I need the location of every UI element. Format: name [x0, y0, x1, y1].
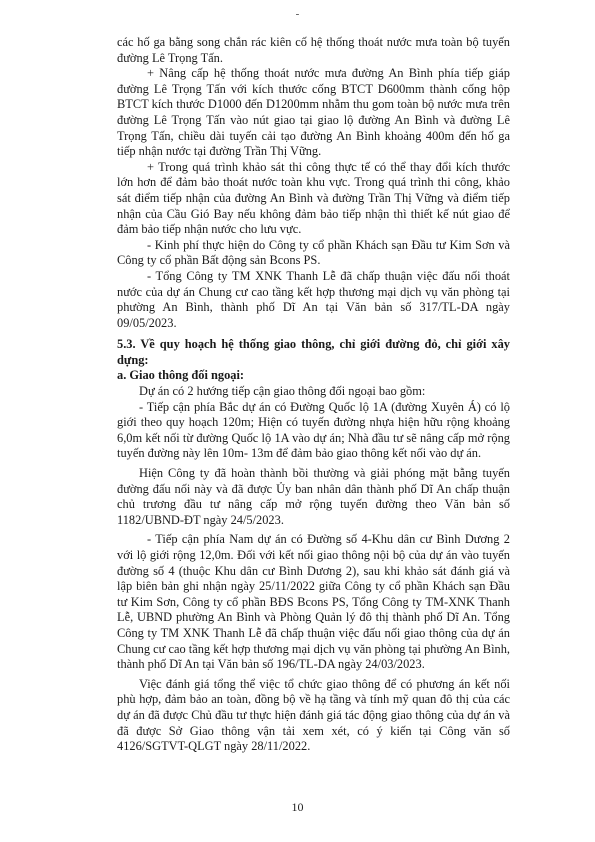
page-number: 10	[291, 800, 304, 814]
paragraph-compensation: Hiện Công ty đã hoàn thành bồi thường và giải phóng mặt bằng tuyến đường đấu nối này và đã được Ủy ban nhân dân thành phố Dĩ An chấp thuận chủ trương đầu tư nâng cấp mở rộng tuyến đường theo Văn bản số 1182/UBND-ĐT ngày 24/5/2023.	[117, 466, 510, 527]
paragraph-drainage-upgrade: + Nâng cấp hệ thống thoát nước mưa đường An Bình phía tiếp giáp đường Lê Trọng Tấn với kích thước cống BTCT D600mm thành cống hộp BTCT kích thước D1000 đến D1200mm nhằm thu gom toàn bộ nước mưa trên đường Lê Trọng Tấn vào nút giao tại giao lộ đường An Bình và đường Lê Trọng Tấn, chiều dài tuyến cải tạo đường An Bình khoảng 400m đến hố ga tiếp nhận nước tại đường Trần Thị Vững.	[117, 66, 510, 159]
sub-heading: a. Giao thông đối ngoại:	[117, 368, 245, 383]
paragraph-continuation: các hố ga bằng song chắn rác kiên cố hệ thống thoát nước mưa toàn bộ tuyến đường Lê Trọng Tấn.	[117, 35, 510, 65]
paragraph-traffic-assessment: Việc đánh giá tổng thể việc tổ chức giao thông để có phương án kết nối phù hợp, đảm bảo an toàn, đồng bộ về hạ tầng và tính mỹ quan đô thị của các dự án đã được Chủ đầu tư thực hiện đánh giá tác động giao thông của dự án và đã được Sở Giao thông vận tải xem xét, có ý kiến tại Công văn số 4126/SGTVT-QLGT ngày 28/11/2022.	[117, 676, 510, 754]
paragraph-survey-adjustment: + Trong quá trình khảo sát thi công thực tế có thể thay đổi kích thước lớn hơn để đảm bảo thoát nước toàn khu vực. Trong quá trình thi công, khảo sát điểm tiếp nhận của đường An Bình và đường Trần Thị Vững và điểm tiếp nhận của Cầu Gió Bay nếu không đảm bảo tiếp nhận thì thiết kế nút giao để đảm bảo tiếp nhận nước cho lưu vực.	[117, 159, 510, 237]
page-top-mark: -	[295, 8, 300, 20]
paragraph-drainage-approval: - Tổng Công ty TM XNK Thanh Lễ đã chấp thuận việc đấu nối thoát nước của dự án Chung cư cao tầng kết hợp thương mại dịch vụ văn phòng tại phường An Bình, thành phố Dĩ An tại Văn bản số 317/TL-DA ngày 09/05/2023.	[117, 268, 510, 330]
paragraph-north-access: - Tiếp cận phía Bắc dự án có Đường Quốc lộ 1A (đường Xuyên Á) có lộ giới theo quy hoạch 120m; Hiện có tuyến đường nhựa hiện hữu rộng khoảng 6,0m kết nối từ đường Quốc lộ 1A vào dự án; Nhà đầu tư sẽ nâng cấp mở rộng tuyến đường này lên 10m- 13m để đảm bảo giao thông kết nối vào dự án.	[117, 399, 510, 461]
document-body	[117, 35, 510, 755]
paragraph-south-access: - Tiếp cận phía Nam dự án có Đường số 4-Khu dân cư Bình Dương 2 với lộ giới rộng 12,0m. Đối với kết nối giao thông nội bộ của dự án vào tuyến đường số 4 (thuộc Khu dân cư Bình Dương 2), sau khi khảo sát đánh giá và lập biên bản ghi nhận ngày 25/11/2022 giữa Công ty cổ phần Khách sạn Đầu tư Kim Sơn, Công ty cổ phần BĐS Bcons PS, Tổng Công ty TM-XNK Thanh Lễ, UBND phường An Bình và Phòng Quản lý đô thị thành phố Dĩ An. Tổng Công ty TM XNK Thanh Lễ đã chấp thuận việc đấu nối giao thông của dự án Chung cư cao tầng kết hợp thương mại dịch vụ văn phòng tại phường An Bình, thành phố Dĩ An tại Văn bản số 196/TL-DA ngày 24/03/2023.	[117, 532, 510, 672]
section-heading: 5.3. Về quy hoạch hệ thống giao thông, chỉ giới đường đỏ, chỉ giới xây dựng:	[117, 337, 510, 367]
paragraph-access-intro: Dự án có 2 hướng tiếp cận giao thông đối ngoại bao gồm:	[139, 384, 426, 399]
paragraph-funding: - Kinh phí thực hiện do Công ty cổ phần Khách sạn Đầu tư Kim Sơn và Công ty cổ phần Bất động sản Bcons PS.	[117, 237, 510, 268]
